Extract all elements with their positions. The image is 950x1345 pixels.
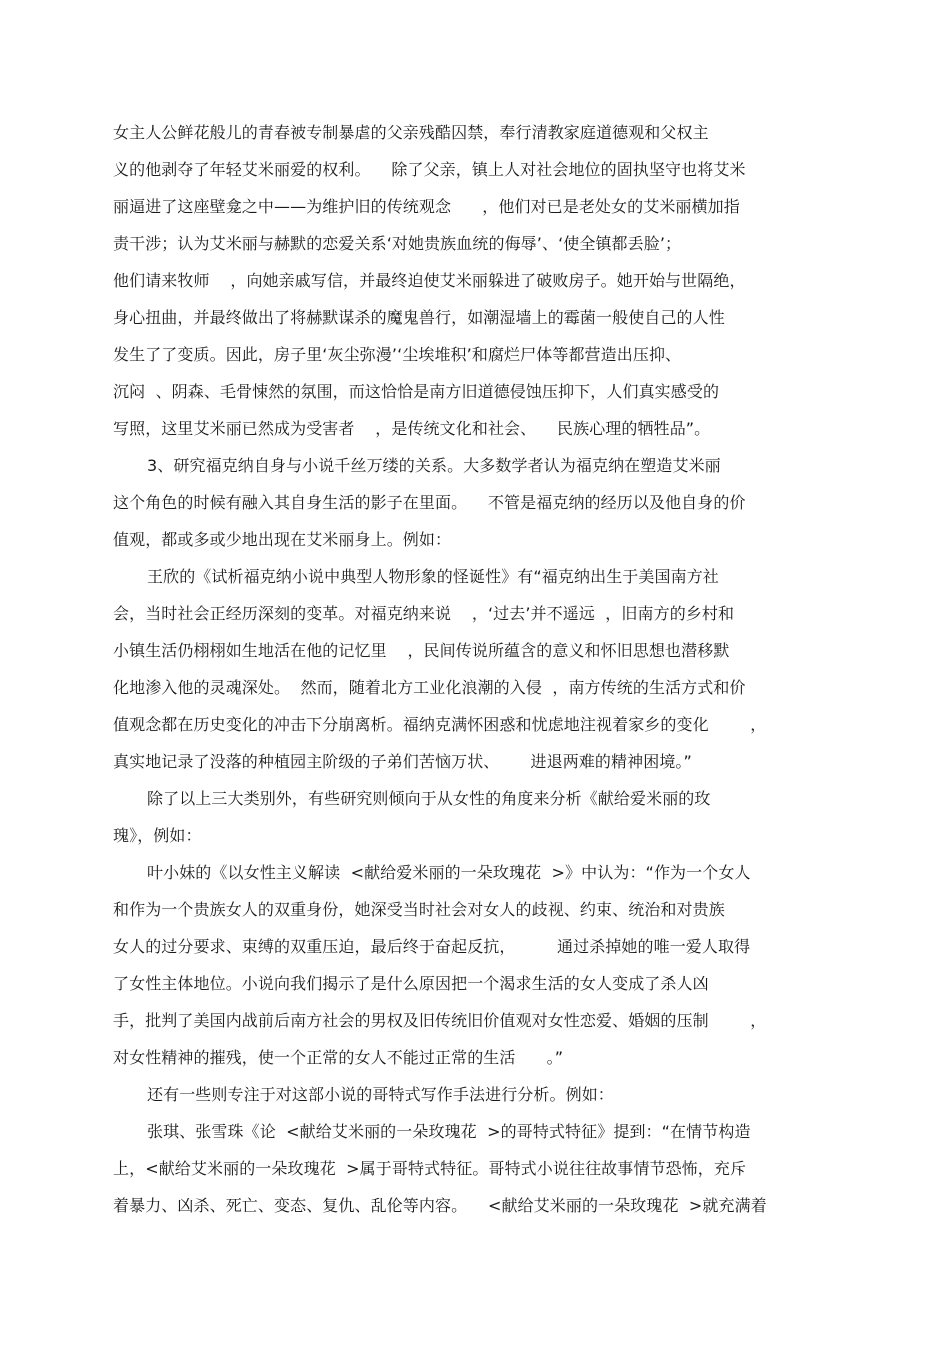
text-line: 着暴力、凶杀、死亡、变态、复仇、乱伦等内容。 <献给艾米丽的一朵玫瑰花 >就充满着 xyxy=(113,1196,767,1215)
text-line: 了女性主体地位。小说向我们揭示了是什么原因把一个渴求生活的女人变成了杀人凶 xyxy=(113,974,709,993)
text-line: 女主人公鲜花般儿的青春被专制暴虐的父亲残酷囚禁，奉行清教家庭道德观和父权主 xyxy=(113,123,709,142)
text-line: 小镇生活仍栩栩如生地活在他的记忆里 ，民间传说所蕴含的意义和怀旧思想也潜移默 xyxy=(113,641,730,660)
paragraph-start: 叶小妹的《以女性主义解读 <献给爱米丽的一朵玫瑰花 >》中认为：“作为一个女人 xyxy=(147,863,751,882)
text-line: 这个角色的时候有融入其自身生活的影子在里面。 不管是福克纳的经历以及他自身的价 xyxy=(113,493,746,512)
paragraph-start: 还有一些则专注于对这部小说的哥特式写作手法进行分析。例如： xyxy=(147,1085,614,1104)
text-line: 沉闷 、阴森、毛骨悚然的氛围，而这恰恰是南方旧道德侵蚀压抑下，人们真实感受的 xyxy=(113,382,720,401)
text-line: 发生了了变质。因此，房子里‘灰尘弥漫’‘尘埃堆积’和腐烂尸体等都营造出压抑、 xyxy=(113,345,682,364)
text-line: 值观，都或多或少地出现在艾米丽身上。例如： xyxy=(113,530,452,549)
text-line: 责干涉；认为艾米丽与赫默的恋爱关系‘对她贵族血统的侮辱’、‘使全镇都丢脸’； xyxy=(113,234,682,253)
text-line: 他们请来牧师 ，向她亲戚写信，并最终迫使艾米丽躲进了破败房子。她开始与世隔绝， xyxy=(113,271,746,290)
text-line: 义的他剥夺了年轻艾米丽爱的权利。 除了父亲，镇上人对社会地位的固执坚守也将艾米 xyxy=(113,160,746,179)
text-line: 对女性精神的摧残，使一个正常的女人不能过正常的生活 。” xyxy=(113,1048,564,1067)
paragraph-start: 除了以上三大类别外，有些研究则倾向于从女性的角度来分析《献给爱米丽的玫 xyxy=(147,789,711,808)
paragraph-start: 王欣的《试析福克纳小说中典型人物形象的怪诞性》有“福克纳出生于美国南方社 xyxy=(147,567,719,586)
paragraph-start: 张琪、张雪珠《论 <献给艾米丽的一朵玫瑰花 >的哥特式特征》提到：“在情节构造 xyxy=(147,1122,751,1141)
text-line: 会，当时社会正经历深刻的变革。对福克纳来说 ，‘过去’并不遥远 ，旧南方的乡村和 xyxy=(113,604,735,623)
text-line: 手，批判了美国内战前后南方社会的男权及旧传统旧价值观对女性恋爱、婚姻的压制 ， xyxy=(113,1011,767,1030)
text-line: 值观念都在历史变化的冲击下分崩离析。福纳克满怀困惑和忧虑地注视着家乡的变化 ， xyxy=(113,715,767,734)
text-line: 和作为一个贵族女人的双重身份，她深受当时社会对女人的歧视、约束、统治和对贵族 xyxy=(113,900,725,919)
text-line: 身心扭曲，并最终做出了将赫默谋杀的魔鬼兽行，如潮湿墙上的霉菌一般使自己的人性 xyxy=(113,308,725,327)
text-line: 丽逼进了这座壁龛之中——为维护旧的传统观念 ，他们对已是老处女的艾米丽横加指 xyxy=(113,197,740,216)
text-line: 上，<献给艾米丽的一朵玫瑰花 >属于哥特式特征。哥特式小说往往故事情节恐怖，充斥 xyxy=(113,1159,747,1178)
text-line: 女人的过分要求、束缚的双重压迫，最后终于奋起反抗， 通过杀掉她的唯一爱人取得 xyxy=(113,937,751,956)
text-line: 真实地记录了没落的种植园主阶级的子弟们苦恼万状、 进退两难的精神困境。” xyxy=(113,752,692,771)
text-line: 写照，这里艾米丽已然成为受害者 ，是传统文化和社会、 民族心理的牺牲品”。 xyxy=(113,419,711,438)
paragraph-start: 3、研究福克纳自身与小说千丝万缕的关系。大多数学者认为福克纳在塑造艾米丽 xyxy=(147,456,721,475)
text-line: 瑰》，例如： xyxy=(113,826,202,845)
text-line: 化地渗入他的灵魂深处。 然而，随着北方工业化浪潮的入侵 ，南方传统的生活方式和价 xyxy=(113,678,746,697)
